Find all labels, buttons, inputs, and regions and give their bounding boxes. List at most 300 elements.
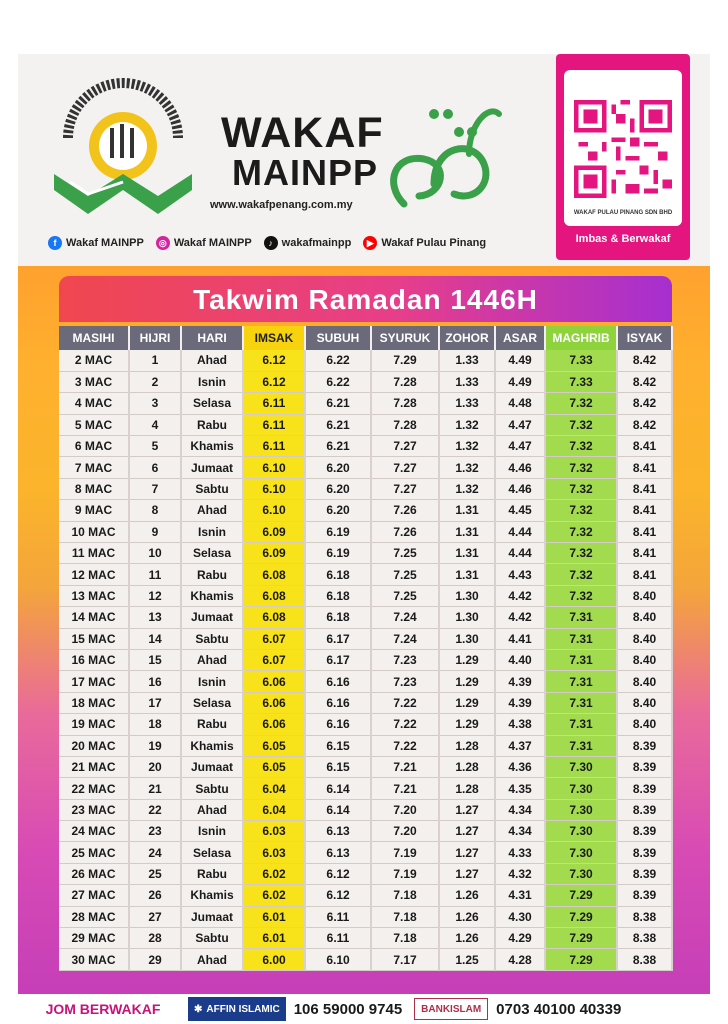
cell-syuruk: 7.28 [371, 371, 439, 392]
cell-maghrib: 7.29 [545, 949, 617, 970]
takwim-table-section [59, 276, 672, 972]
cell-imsak: 6.03 [243, 821, 305, 842]
table-row [59, 778, 672, 799]
cell-hijri: 28 [129, 928, 181, 949]
cell-maghrib: 7.32 [545, 543, 617, 564]
cell-hari: Rabu [181, 714, 243, 735]
table-row [59, 735, 672, 756]
cell-maghrib: 7.30 [545, 799, 617, 820]
qr-panel [564, 70, 682, 226]
cell-isyak: 8.39 [617, 735, 672, 756]
cell-masihi: 12 MAC [59, 564, 129, 585]
cell-masihi: 25 MAC [59, 842, 129, 863]
cell-hari: Isnin [181, 521, 243, 542]
cell-masihi: 13 MAC [59, 585, 129, 606]
cell-imsak: 6.11 [243, 393, 305, 414]
bank1-name: AFFIN ISLAMIC [206, 1003, 280, 1015]
cell-asar: 4.44 [495, 521, 545, 542]
cell-maghrib: 7.29 [545, 885, 617, 906]
table-row [59, 842, 672, 863]
cell-hijri: 12 [129, 585, 181, 606]
cell-subuh: 6.16 [305, 714, 371, 735]
cell-zohor: 1.30 [439, 607, 495, 628]
cell-imsak: 6.07 [243, 628, 305, 649]
cell-hari: Ahad [181, 649, 243, 670]
table-row [59, 714, 672, 735]
cell-hari: Ahad [181, 949, 243, 970]
cell-maghrib: 7.30 [545, 842, 617, 863]
cell-hijri: 22 [129, 799, 181, 820]
cell-subuh: 6.19 [305, 521, 371, 542]
cell-syuruk: 7.21 [371, 756, 439, 777]
cell-zohor: 1.26 [439, 906, 495, 927]
cell-subuh: 6.17 [305, 628, 371, 649]
cell-isyak: 8.41 [617, 478, 672, 499]
cell-zohor: 1.29 [439, 649, 495, 670]
cell-masihi: 26 MAC [59, 863, 129, 884]
cell-zohor: 1.25 [439, 949, 495, 970]
social-facebook[interactable] [48, 236, 144, 250]
cell-syuruk: 7.24 [371, 607, 439, 628]
cell-isyak: 8.41 [617, 543, 672, 564]
cell-hari: Selasa [181, 543, 243, 564]
cell-isyak: 8.39 [617, 863, 672, 884]
cell-imsak: 6.11 [243, 414, 305, 435]
cell-isyak: 8.39 [617, 799, 672, 820]
social-tiktok[interactable] [264, 236, 352, 250]
cell-syuruk: 7.23 [371, 649, 439, 670]
cell-maghrib: 7.32 [545, 457, 617, 478]
cell-subuh: 6.17 [305, 649, 371, 670]
cell-imsak: 6.10 [243, 478, 305, 499]
cell-imsak: 6.04 [243, 778, 305, 799]
qr-code-icon[interactable] [574, 100, 672, 198]
cell-subuh: 6.13 [305, 842, 371, 863]
cell-masihi: 17 MAC [59, 671, 129, 692]
cell-hari: Jumaat [181, 756, 243, 777]
cell-zohor: 1.31 [439, 564, 495, 585]
cell-asar: 4.34 [495, 799, 545, 820]
cell-isyak: 8.41 [617, 521, 672, 542]
cell-subuh: 6.19 [305, 543, 371, 564]
cell-asar: 4.46 [495, 457, 545, 478]
cell-masihi: 20 MAC [59, 735, 129, 756]
cell-zohor: 1.30 [439, 585, 495, 606]
bank-islam-logo [414, 998, 488, 1020]
cell-subuh: 6.11 [305, 906, 371, 927]
cell-asar: 4.38 [495, 714, 545, 735]
cell-imsak: 6.12 [243, 350, 305, 371]
cell-syuruk: 7.23 [371, 671, 439, 692]
table-row [59, 414, 672, 435]
cell-imsak: 6.05 [243, 735, 305, 756]
cell-syuruk: 7.27 [371, 478, 439, 499]
cell-hari: Isnin [181, 371, 243, 392]
cell-imsak: 6.08 [243, 607, 305, 628]
cell-isyak: 8.40 [617, 692, 672, 713]
cell-imsak: 6.06 [243, 671, 305, 692]
cell-subuh: 6.20 [305, 457, 371, 478]
cell-syuruk: 7.25 [371, 543, 439, 564]
cell-asar: 4.42 [495, 585, 545, 606]
cell-syuruk: 7.20 [371, 821, 439, 842]
cell-syuruk: 7.26 [371, 500, 439, 521]
youtube-icon: ▶ [363, 236, 377, 250]
social-label: Wakaf MAINPP [173, 237, 252, 249]
cell-hari: Isnin [181, 821, 243, 842]
cell-zohor: 1.27 [439, 863, 495, 884]
cell-hari: Sabtu [181, 628, 243, 649]
cell-subuh: 6.18 [305, 607, 371, 628]
cell-zohor: 1.32 [439, 414, 495, 435]
cell-syuruk: 7.22 [371, 692, 439, 713]
cell-hari: Ahad [181, 500, 243, 521]
cell-isyak: 8.40 [617, 714, 672, 735]
table-row [59, 628, 672, 649]
cell-isyak: 8.40 [617, 628, 672, 649]
cell-masihi: 16 MAC [59, 649, 129, 670]
cell-hijri: 4 [129, 414, 181, 435]
cell-syuruk: 7.25 [371, 564, 439, 585]
cell-syuruk: 7.18 [371, 885, 439, 906]
cell-masihi: 27 MAC [59, 885, 129, 906]
cell-maghrib: 7.31 [545, 607, 617, 628]
cell-hijri: 16 [129, 671, 181, 692]
cell-zohor: 1.33 [439, 393, 495, 414]
cell-subuh: 6.18 [305, 564, 371, 585]
bank2-account: 0703 40100 40339 [496, 1000, 622, 1018]
cell-asar: 4.29 [495, 928, 545, 949]
cell-masihi: 24 MAC [59, 821, 129, 842]
cell-maghrib: 7.32 [545, 521, 617, 542]
cell-imsak: 6.05 [243, 756, 305, 777]
cell-subuh: 6.21 [305, 414, 371, 435]
cell-syuruk: 7.28 [371, 393, 439, 414]
cell-imsak: 6.08 [243, 564, 305, 585]
brand-title: WAKAF [221, 109, 384, 157]
cell-isyak: 8.38 [617, 928, 672, 949]
cell-zohor: 1.29 [439, 692, 495, 713]
cell-subuh: 6.21 [305, 393, 371, 414]
cell-asar: 4.39 [495, 692, 545, 713]
cell-subuh: 6.22 [305, 371, 371, 392]
facebook-icon: f [48, 236, 62, 250]
cell-hijri: 8 [129, 500, 181, 521]
cell-maghrib: 7.30 [545, 756, 617, 777]
cell-hari: Khamis [181, 885, 243, 906]
cell-imsak: 6.03 [243, 842, 305, 863]
cell-hijri: 17 [129, 692, 181, 713]
table-row [59, 436, 672, 457]
cell-masihi: 15 MAC [59, 628, 129, 649]
cell-subuh: 6.16 [305, 671, 371, 692]
cell-hari: Selasa [181, 692, 243, 713]
cell-imsak: 6.09 [243, 543, 305, 564]
column-header-asar: ASAR [495, 326, 545, 350]
cell-hari: Khamis [181, 585, 243, 606]
cell-masihi: 4 MAC [59, 393, 129, 414]
cell-maghrib: 7.29 [545, 928, 617, 949]
cell-isyak: 8.39 [617, 821, 672, 842]
cell-masihi: 5 MAC [59, 414, 129, 435]
cell-masihi: 9 MAC [59, 500, 129, 521]
cell-zohor: 1.32 [439, 457, 495, 478]
cell-imsak: 6.07 [243, 649, 305, 670]
cell-maghrib: 7.31 [545, 628, 617, 649]
cell-hari: Jumaat [181, 906, 243, 927]
cell-imsak: 6.06 [243, 692, 305, 713]
cell-masihi: 30 MAC [59, 949, 129, 970]
cell-imsak: 6.02 [243, 863, 305, 884]
cell-asar: 4.32 [495, 863, 545, 884]
affin-icon: ✱ [194, 1003, 203, 1015]
cell-imsak: 6.00 [243, 949, 305, 970]
table-row [59, 371, 672, 392]
cell-syuruk: 7.17 [371, 949, 439, 970]
cell-imsak: 6.09 [243, 521, 305, 542]
cell-zohor: 1.26 [439, 885, 495, 906]
cell-isyak: 8.38 [617, 906, 672, 927]
cell-isyak: 8.42 [617, 371, 672, 392]
cell-zohor: 1.28 [439, 735, 495, 756]
cell-syuruk: 7.28 [371, 414, 439, 435]
cell-hijri: 6 [129, 457, 181, 478]
cell-hijri: 11 [129, 564, 181, 585]
cell-masihi: 22 MAC [59, 778, 129, 799]
cell-syuruk: 7.27 [371, 436, 439, 457]
cell-subuh: 6.15 [305, 756, 371, 777]
cell-syuruk: 7.21 [371, 778, 439, 799]
cell-masihi: 11 MAC [59, 543, 129, 564]
table-title: Takwim Ramadan 1446H [59, 276, 672, 322]
cell-zohor: 1.27 [439, 799, 495, 820]
table-row [59, 393, 672, 414]
cell-maghrib: 7.31 [545, 735, 617, 756]
table-row [59, 949, 672, 970]
cell-asar: 4.31 [495, 885, 545, 906]
cell-hijri: 3 [129, 393, 181, 414]
cta-text: JOM BERWAKAF [45, 1001, 161, 1017]
cell-maghrib: 7.31 [545, 649, 617, 670]
cell-zohor: 1.29 [439, 714, 495, 735]
cell-maghrib: 7.30 [545, 863, 617, 884]
cell-isyak: 8.42 [617, 393, 672, 414]
column-header-hari: HARI [181, 326, 243, 350]
cell-isyak: 8.40 [617, 607, 672, 628]
cell-masihi: 7 MAC [59, 457, 129, 478]
cell-hari: Khamis [181, 436, 243, 457]
cell-asar: 4.33 [495, 842, 545, 863]
cell-isyak: 8.40 [617, 671, 672, 692]
cell-hijri: 23 [129, 821, 181, 842]
social-links [48, 236, 486, 250]
cell-syuruk: 7.18 [371, 906, 439, 927]
cell-hijri: 5 [129, 436, 181, 457]
cell-imsak: 6.04 [243, 799, 305, 820]
cell-subuh: 6.11 [305, 928, 371, 949]
cell-masihi: 23 MAC [59, 799, 129, 820]
cell-asar: 4.49 [495, 371, 545, 392]
cell-subuh: 6.12 [305, 885, 371, 906]
cell-syuruk: 7.29 [371, 350, 439, 371]
calligraphy-logo-icon [374, 84, 514, 224]
cell-imsak: 6.12 [243, 371, 305, 392]
cell-hijri: 10 [129, 543, 181, 564]
cell-hijri: 20 [129, 756, 181, 777]
cell-zohor: 1.26 [439, 928, 495, 949]
cell-subuh: 6.22 [305, 350, 371, 371]
cell-syuruk: 7.18 [371, 928, 439, 949]
cell-hari: Rabu [181, 414, 243, 435]
cell-syuruk: 7.19 [371, 863, 439, 884]
cell-maghrib: 7.31 [545, 671, 617, 692]
table-row [59, 906, 672, 927]
social-youtube[interactable] [363, 236, 486, 250]
cell-syuruk: 7.20 [371, 799, 439, 820]
table-row [59, 799, 672, 820]
column-header-masihi: MASIHI [59, 326, 129, 350]
cell-masihi: 19 MAC [59, 714, 129, 735]
instagram-icon: ◎ [156, 236, 170, 250]
cell-zohor: 1.32 [439, 436, 495, 457]
column-header-maghrib: MAGHRIB [545, 326, 617, 350]
cell-hijri: 21 [129, 778, 181, 799]
qr-label: Imbas & Berwakaf [575, 233, 671, 245]
cell-hari: Rabu [181, 564, 243, 585]
table-row [59, 671, 672, 692]
cell-asar: 4.48 [495, 393, 545, 414]
cell-zohor: 1.27 [439, 842, 495, 863]
cell-subuh: 6.13 [305, 821, 371, 842]
takwim-table [59, 326, 673, 971]
cell-masihi: 28 MAC [59, 906, 129, 927]
qr-caption: WAKAF PULAU PINANG SDN BHD [573, 210, 673, 216]
cell-hijri: 26 [129, 885, 181, 906]
cell-subuh: 6.21 [305, 436, 371, 457]
cell-isyak: 8.39 [617, 842, 672, 863]
table-row [59, 649, 672, 670]
cell-hijri: 2 [129, 371, 181, 392]
cell-imsak: 6.01 [243, 906, 305, 927]
cell-asar: 4.47 [495, 436, 545, 457]
cell-hijri: 9 [129, 521, 181, 542]
cell-masihi: 2 MAC [59, 350, 129, 371]
cell-zohor: 1.31 [439, 543, 495, 564]
cell-isyak: 8.41 [617, 457, 672, 478]
cell-hijri: 24 [129, 842, 181, 863]
cell-isyak: 8.39 [617, 778, 672, 799]
cell-hari: Jumaat [181, 607, 243, 628]
cell-masihi: 29 MAC [59, 928, 129, 949]
table-row [59, 821, 672, 842]
cell-zohor: 1.31 [439, 521, 495, 542]
website-url[interactable]: www.wakafpenang.com.my [210, 199, 353, 211]
cell-maghrib: 7.33 [545, 350, 617, 371]
cell-asar: 4.35 [495, 778, 545, 799]
table-row [59, 692, 672, 713]
cell-hari: Sabtu [181, 778, 243, 799]
cell-zohor: 1.28 [439, 756, 495, 777]
cell-isyak: 8.41 [617, 500, 672, 521]
cell-asar: 4.43 [495, 564, 545, 585]
cell-hijri: 29 [129, 949, 181, 970]
cell-zohor: 1.32 [439, 478, 495, 499]
table-row [59, 543, 672, 564]
column-header-isyak: ISYAK [617, 326, 672, 350]
cell-maghrib: 7.32 [545, 564, 617, 585]
cell-subuh: 6.16 [305, 692, 371, 713]
cell-hijri: 19 [129, 735, 181, 756]
cell-isyak: 8.39 [617, 885, 672, 906]
mainpp-emblem-icon [48, 78, 198, 218]
cell-asar: 4.39 [495, 671, 545, 692]
cell-subuh: 6.15 [305, 735, 371, 756]
cell-asar: 4.36 [495, 756, 545, 777]
table-row [59, 521, 672, 542]
cell-asar: 4.42 [495, 607, 545, 628]
cell-zohor: 1.31 [439, 500, 495, 521]
cell-maghrib: 7.31 [545, 714, 617, 735]
header [18, 54, 710, 266]
table-row [59, 350, 672, 371]
column-header-zohor: ZOHOR [439, 326, 495, 350]
cell-asar: 4.41 [495, 628, 545, 649]
cell-syuruk: 7.26 [371, 521, 439, 542]
cell-isyak: 8.39 [617, 756, 672, 777]
cell-hari: Jumaat [181, 457, 243, 478]
cell-hijri: 25 [129, 863, 181, 884]
cell-syuruk: 7.22 [371, 714, 439, 735]
cell-masihi: 18 MAC [59, 692, 129, 713]
cell-maghrib: 7.32 [545, 414, 617, 435]
table-row [59, 478, 672, 499]
column-header-subuh: SUBUH [305, 326, 371, 350]
cell-masihi: 14 MAC [59, 607, 129, 628]
cell-syuruk: 7.24 [371, 628, 439, 649]
cell-isyak: 8.42 [617, 414, 672, 435]
cell-maghrib: 7.31 [545, 692, 617, 713]
cell-asar: 4.44 [495, 543, 545, 564]
table-header-row [59, 326, 672, 350]
cell-isyak: 8.38 [617, 949, 672, 970]
cell-hijri: 14 [129, 628, 181, 649]
cell-subuh: 6.20 [305, 478, 371, 499]
cell-isyak: 8.40 [617, 585, 672, 606]
cell-asar: 4.34 [495, 821, 545, 842]
column-header-hijri: HIJRI [129, 326, 181, 350]
cell-subuh: 6.10 [305, 949, 371, 970]
cell-imsak: 6.01 [243, 928, 305, 949]
cell-asar: 4.47 [495, 414, 545, 435]
cell-asar: 4.45 [495, 500, 545, 521]
cell-hari: Ahad [181, 350, 243, 371]
cell-asar: 4.28 [495, 949, 545, 970]
cell-subuh: 6.14 [305, 799, 371, 820]
cell-syuruk: 7.19 [371, 842, 439, 863]
social-instagram[interactable] [156, 236, 252, 250]
cell-hari: Rabu [181, 863, 243, 884]
cell-maghrib: 7.29 [545, 906, 617, 927]
cell-imsak: 6.11 [243, 436, 305, 457]
cell-zohor: 1.28 [439, 778, 495, 799]
cell-masihi: 8 MAC [59, 478, 129, 499]
cell-zohor: 1.33 [439, 350, 495, 371]
cell-isyak: 8.41 [617, 436, 672, 457]
cell-maghrib: 7.32 [545, 436, 617, 457]
cell-asar: 4.30 [495, 906, 545, 927]
cell-subuh: 6.18 [305, 585, 371, 606]
cell-hari: Ahad [181, 799, 243, 820]
